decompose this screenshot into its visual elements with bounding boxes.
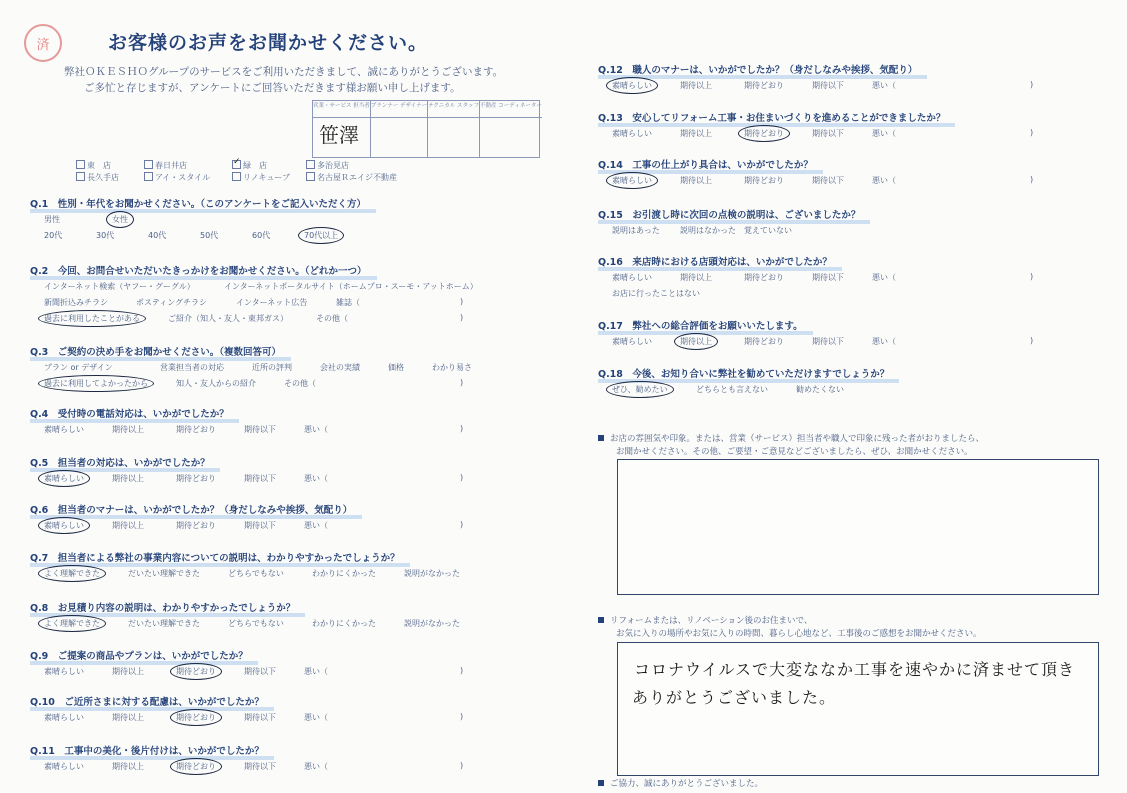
question-right_questions-4: Q.16 来店時における店頭対応は、いかがでしたか？ xyxy=(598,254,832,268)
comment1-line-2: お聞かせください。その他、ご要望・ご意見などございましたら、ぜひ、お聞かせください。 xyxy=(616,447,973,457)
answer-option[interactable]: 期待以上 xyxy=(112,521,144,530)
comment1-heading xyxy=(598,432,984,444)
answer-option[interactable]: 期待以下 xyxy=(812,176,844,185)
question-right_questions-6: Q.18 今後、お知り合いに弊社を勧めていただけますでしょうか？ xyxy=(598,366,889,380)
answer-option[interactable]: 悪い（ xyxy=(872,81,896,90)
answer-option[interactable]: 近所の評判 xyxy=(252,363,292,372)
answer-option[interactable]: どちらでもない xyxy=(228,619,284,628)
store-label: 春日井店 xyxy=(155,161,187,170)
answer-option[interactable]: 男性 xyxy=(44,215,60,224)
answer-option[interactable]: 期待以下 xyxy=(812,337,844,346)
question-left_questions-8: Q.9 ご提案の商品やプランは、いかがでしたか？ xyxy=(30,648,248,662)
close-paren: ) xyxy=(460,313,464,322)
checkbox-icon xyxy=(76,160,85,169)
answer-option[interactable]: 悪い（ xyxy=(304,667,328,676)
selected-answer-option[interactable]: 素晴らしい xyxy=(606,77,658,94)
close-paren: ) xyxy=(460,473,464,482)
answer-option[interactable]: 期待以上 xyxy=(680,129,712,138)
answer-option[interactable]: 悪い（ xyxy=(304,474,328,483)
close-paren: ) xyxy=(1030,128,1034,137)
answer-option[interactable]: 期待以下 xyxy=(812,129,844,138)
square-bullet-icon xyxy=(598,617,604,623)
store-checkbox[interactable] xyxy=(76,160,111,171)
selected-answer-option[interactable]: 期待以上 xyxy=(674,333,718,350)
intro-line-2: ご多忙と存じますが、アンケートにご回答いただきます様お願い申し上げます。 xyxy=(84,82,461,94)
answer-option[interactable]: 期待以下 xyxy=(244,667,276,676)
store-checkbox[interactable] xyxy=(306,160,349,171)
answer-option[interactable]: 雑誌（ xyxy=(336,298,360,307)
answer-option[interactable]: お店に行ったことはない xyxy=(612,289,700,298)
close-paren: ) xyxy=(1030,80,1034,89)
staff-table xyxy=(312,100,540,158)
comment1-line-1: お店の雰囲気や印象。または、営業（サービス）担当者や職人で印象に残った者がおりましたら、 xyxy=(610,434,985,444)
answer-option[interactable]: 期待どおり xyxy=(176,521,216,530)
approval-stamp: 済 xyxy=(24,24,62,62)
staff-header-sales: 営業・サービス 担当者 xyxy=(313,101,370,118)
store-label: 多治見店 xyxy=(317,161,349,170)
answer-option[interactable]: 期待どおり xyxy=(176,474,216,483)
close-paren: ) xyxy=(1030,175,1034,184)
answer-option[interactable]: 期待以上 xyxy=(112,667,144,676)
answer-option[interactable]: 悪い（ xyxy=(304,762,328,771)
answer-option[interactable]: 悪い（ xyxy=(872,176,896,185)
answer-option[interactable]: 30代 xyxy=(96,231,115,240)
answer-option[interactable]: 期待以上 xyxy=(680,273,712,282)
selected-answer-option[interactable]: 女性 xyxy=(106,211,134,228)
answer-option[interactable]: 素晴らしい xyxy=(44,713,84,722)
answer-option[interactable]: 期待以下 xyxy=(244,474,276,483)
question-left_questions-9: Q.10 ご近所さまに対する配慮は、いかがでしたか？ xyxy=(30,694,264,708)
thanks-text: ご協力、誠にありがとうございました。 xyxy=(610,779,764,789)
comment2-heading xyxy=(598,614,812,626)
answer-option[interactable]: わかり易さ xyxy=(432,363,472,372)
answer-option[interactable]: 悪い（ xyxy=(872,337,896,346)
answer-option[interactable]: 新聞折込みチラシ xyxy=(44,298,108,307)
store-checkbox[interactable] xyxy=(144,172,210,183)
answer-option[interactable]: だいたい理解できた xyxy=(128,569,200,578)
selected-answer-option[interactable]: 素晴らしい xyxy=(38,470,90,487)
answer-option[interactable]: 素晴らしい xyxy=(44,762,84,771)
selected-answer-option[interactable]: 素晴らしい xyxy=(38,517,90,534)
close-paren: ) xyxy=(460,378,464,387)
question-right_questions-1: Q.13 安心してリフォーム工事・お住まいづくりを進めることができましたか？ xyxy=(598,110,945,124)
answer-option[interactable]: 期待以上 xyxy=(112,762,144,771)
answer-option[interactable]: 価格 xyxy=(388,363,404,372)
thanks-note xyxy=(598,777,763,789)
store-checkbox[interactable] xyxy=(306,172,397,183)
staff-header-realestate: 不動産 コーディネーター xyxy=(480,101,542,118)
checkbox-icon xyxy=(144,160,153,169)
page-title: お客様のお声をお聞かせください。 xyxy=(108,32,429,54)
question-left_questions-6: Q.7 担当者による弊社の事業内容についての説明は、わかりやすかったでしょうか？ xyxy=(30,550,400,564)
store-checkbox[interactable] xyxy=(232,172,290,183)
store-checkbox[interactable] xyxy=(76,172,119,183)
selected-answer-option[interactable]: 素晴らしい xyxy=(606,172,658,189)
square-bullet-icon xyxy=(598,435,604,441)
close-paren: ) xyxy=(1030,272,1034,281)
selected-answer-option[interactable]: 期待どおり xyxy=(170,758,222,775)
answer-option[interactable]: 期待以下 xyxy=(812,273,844,282)
question-left_questions-10: Q.11 工事中の美化・後片付けは、いかがでしたか？ xyxy=(30,743,264,757)
handwritten-comment-line-1: コロナウイルスで大変ななか工事を速やかに済ませて頂き xyxy=(634,660,1076,679)
answer-option[interactable]: 期待以上 xyxy=(680,81,712,90)
answer-option[interactable]: どちらとも言えない xyxy=(696,385,768,394)
answer-option[interactable]: 期待以上 xyxy=(680,176,712,185)
answer-option[interactable]: インターネットポータルサイト（ホームプロ・スーモ・アットホーム） xyxy=(224,282,478,291)
question-right_questions-5: Q.17 弊社への総合評価をお願いいたします。 xyxy=(598,318,803,332)
checked-box-icon xyxy=(232,160,241,169)
answer-option[interactable]: 素晴らしい xyxy=(44,667,84,676)
staff-signature: 笹澤 xyxy=(319,123,359,147)
store-checkbox[interactable] xyxy=(232,160,267,171)
close-paren: ) xyxy=(460,424,464,433)
answer-option[interactable]: 営業担当者の対応 xyxy=(160,363,224,372)
selected-answer-option[interactable]: ぜひ、勧めたい xyxy=(606,381,674,398)
answer-option[interactable]: 悪い（ xyxy=(872,273,896,282)
close-paren: ) xyxy=(460,761,464,770)
answer-option[interactable]: 会社の実績 xyxy=(320,363,360,372)
selected-answer-option[interactable]: よく理解できた xyxy=(38,565,106,582)
answer-option[interactable]: 50代 xyxy=(200,231,219,240)
question-left_questions-7: Q.8 お見積り内容の説明は、わかりやすかったでしょうか？ xyxy=(30,600,295,614)
comment2-box[interactable] xyxy=(617,642,1099,776)
close-paren: ) xyxy=(1030,336,1034,345)
store-label: 名古屋Ｒエイジ不動産 xyxy=(317,173,397,182)
close-paren: ) xyxy=(460,666,464,675)
answer-option[interactable]: 期待以下 xyxy=(244,762,276,771)
checkbox-icon xyxy=(144,172,153,181)
square-bullet-icon xyxy=(598,780,604,786)
answer-option[interactable]: 説明がなかった xyxy=(404,569,460,578)
answer-option[interactable]: 期待以上 xyxy=(112,425,144,434)
answer-option[interactable]: わかりにくかった xyxy=(312,619,376,628)
selected-answer-option[interactable]: 期待どおり xyxy=(170,709,222,726)
answer-option[interactable]: プラン or デザイン xyxy=(44,363,113,372)
answer-option[interactable]: 期待どおり xyxy=(744,81,784,90)
checkbox-icon xyxy=(306,172,315,181)
store-label: 東 店 xyxy=(87,161,111,170)
answer-option[interactable]: ポスティングチラシ xyxy=(136,298,208,307)
store-label: リノキューブ xyxy=(243,173,290,182)
staff-header-technical: テクニカル スタッフ xyxy=(428,101,479,118)
selected-answer-option[interactable]: 過去に利用したことがある xyxy=(38,310,146,327)
comment1-box[interactable] xyxy=(617,459,1099,595)
checkbox-icon xyxy=(306,160,315,169)
answer-option[interactable]: 40代 xyxy=(148,231,167,240)
store-label: 緑 店 xyxy=(243,161,267,170)
checkbox-icon xyxy=(76,172,85,181)
comment2-line-1: リフォームまたは、リノベーション後のお住まいで、 xyxy=(610,616,813,626)
comment2-line-2: お気に入りの場所やお気に入りの時間、暮らし心地など、工事後のご感想をお聞かせください。 xyxy=(616,629,982,639)
store-checkbox[interactable] xyxy=(144,160,187,171)
intro-line-1: 弊社ＯＫＥＳＨＯグループのサービスをご利用いただきまして、誠にありがとうございます。 xyxy=(64,66,504,78)
answer-option[interactable]: 期待以上 xyxy=(112,713,144,722)
answer-option[interactable]: 60代 xyxy=(252,231,271,240)
answer-option[interactable]: ご紹介（知人・友人・東邦ガス） xyxy=(168,314,288,323)
selected-answer-option[interactable]: よく理解できた xyxy=(38,615,106,632)
answer-option[interactable]: 説明がなかった xyxy=(404,619,460,628)
answer-option[interactable]: 20代 xyxy=(44,231,63,240)
answer-option[interactable]: 期待どおり xyxy=(744,176,784,185)
answer-option[interactable]: その他（ xyxy=(316,314,348,323)
answer-option[interactable]: 説明はなかった xyxy=(680,226,736,235)
question-left_questions-1: Q.2 今回、お問合せいただいたきっかけをお聞かせください。（どれか一つ） xyxy=(30,263,367,277)
answer-option[interactable]: 素晴らしい xyxy=(612,337,652,346)
answer-option[interactable]: 期待以下 xyxy=(244,425,276,434)
answer-option[interactable]: 素晴らしい xyxy=(612,129,652,138)
answer-option[interactable]: 悪い（ xyxy=(304,521,328,530)
selected-answer-option[interactable]: 期待どおり xyxy=(738,125,790,142)
answer-option[interactable]: 期待どおり xyxy=(744,273,784,282)
answer-option[interactable]: インターネット広告 xyxy=(236,298,308,307)
checkbox-icon xyxy=(232,172,241,181)
answer-option[interactable]: その他（ xyxy=(284,379,316,388)
store-label: アイ・スタイル xyxy=(155,173,211,182)
answer-option[interactable]: 期待以上 xyxy=(112,474,144,483)
question-left_questions-5: Q.6 担当者のマナーは、いかがでしたか？（身だしなみや挨拶、気配り） xyxy=(30,502,352,516)
staff-header-planner: プランナー デザイナー xyxy=(371,101,427,118)
close-paren: ) xyxy=(460,297,464,306)
answer-option[interactable]: 悪い（ xyxy=(304,713,328,722)
answer-option[interactable]: 期待どおり xyxy=(744,337,784,346)
answer-option[interactable]: 期待どおり xyxy=(176,425,216,434)
store-label: 長久手店 xyxy=(87,173,119,182)
answer-option[interactable]: どちらでもない xyxy=(228,569,284,578)
answer-option[interactable]: 勧めたくない xyxy=(796,385,844,394)
question-left_questions-0: Q.1 性別・年代をお聞かせください。（このアンケートをご記入いただく方） xyxy=(30,196,366,210)
selected-answer-option[interactable]: 70代以上 xyxy=(298,227,344,244)
answer-option[interactable]: 素晴らしい xyxy=(612,273,652,282)
selected-answer-option[interactable]: 過去に利用してよかったから xyxy=(38,375,154,392)
answer-option[interactable]: 期待以下 xyxy=(812,81,844,90)
question-right_questions-3: Q.15 お引渡し時に次回の点検の説明は、ございましたか？ xyxy=(598,207,860,221)
question-left_questions-3: Q.4 受付時の電話対応は、いかがでしたか？ xyxy=(30,406,229,420)
answer-option[interactable]: わかりにくかった xyxy=(312,569,376,578)
question-right_questions-0: Q.12 職人のマナーは、いかがでしたか？（身だしなみや挨拶、気配り） xyxy=(598,62,917,76)
answer-option[interactable]: 素晴らしい xyxy=(44,425,84,434)
close-paren: ) xyxy=(460,712,464,721)
question-left_questions-2: Q.3 ご契約の決め手をお聞かせください。（複数回答可） xyxy=(30,344,281,358)
answer-option[interactable]: インターネット検索（ヤフー・グーグル） xyxy=(44,282,195,291)
answer-option[interactable]: 期待以下 xyxy=(244,713,276,722)
answer-option[interactable]: だいたい理解できた xyxy=(128,619,200,628)
close-paren: ) xyxy=(460,520,464,529)
handwritten-comment-line-2: ありがとうございました。 xyxy=(632,688,837,707)
answer-option[interactable]: 覚えていない xyxy=(744,226,792,235)
answer-option[interactable]: 悪い（ xyxy=(872,129,896,138)
answer-option[interactable]: 説明はあった xyxy=(612,226,660,235)
answer-option[interactable]: 悪い（ xyxy=(304,425,328,434)
question-left_questions-4: Q.5 担当者の対応は、いかがでしたか？ xyxy=(30,455,210,469)
answer-option[interactable]: 知人・友人からの紹介 xyxy=(176,379,256,388)
selected-answer-option[interactable]: 期待どおり xyxy=(170,663,222,680)
question-right_questions-2: Q.14 工事の仕上がり具合は、いかがでしたか？ xyxy=(598,157,813,171)
answer-option[interactable]: 期待以下 xyxy=(244,521,276,530)
